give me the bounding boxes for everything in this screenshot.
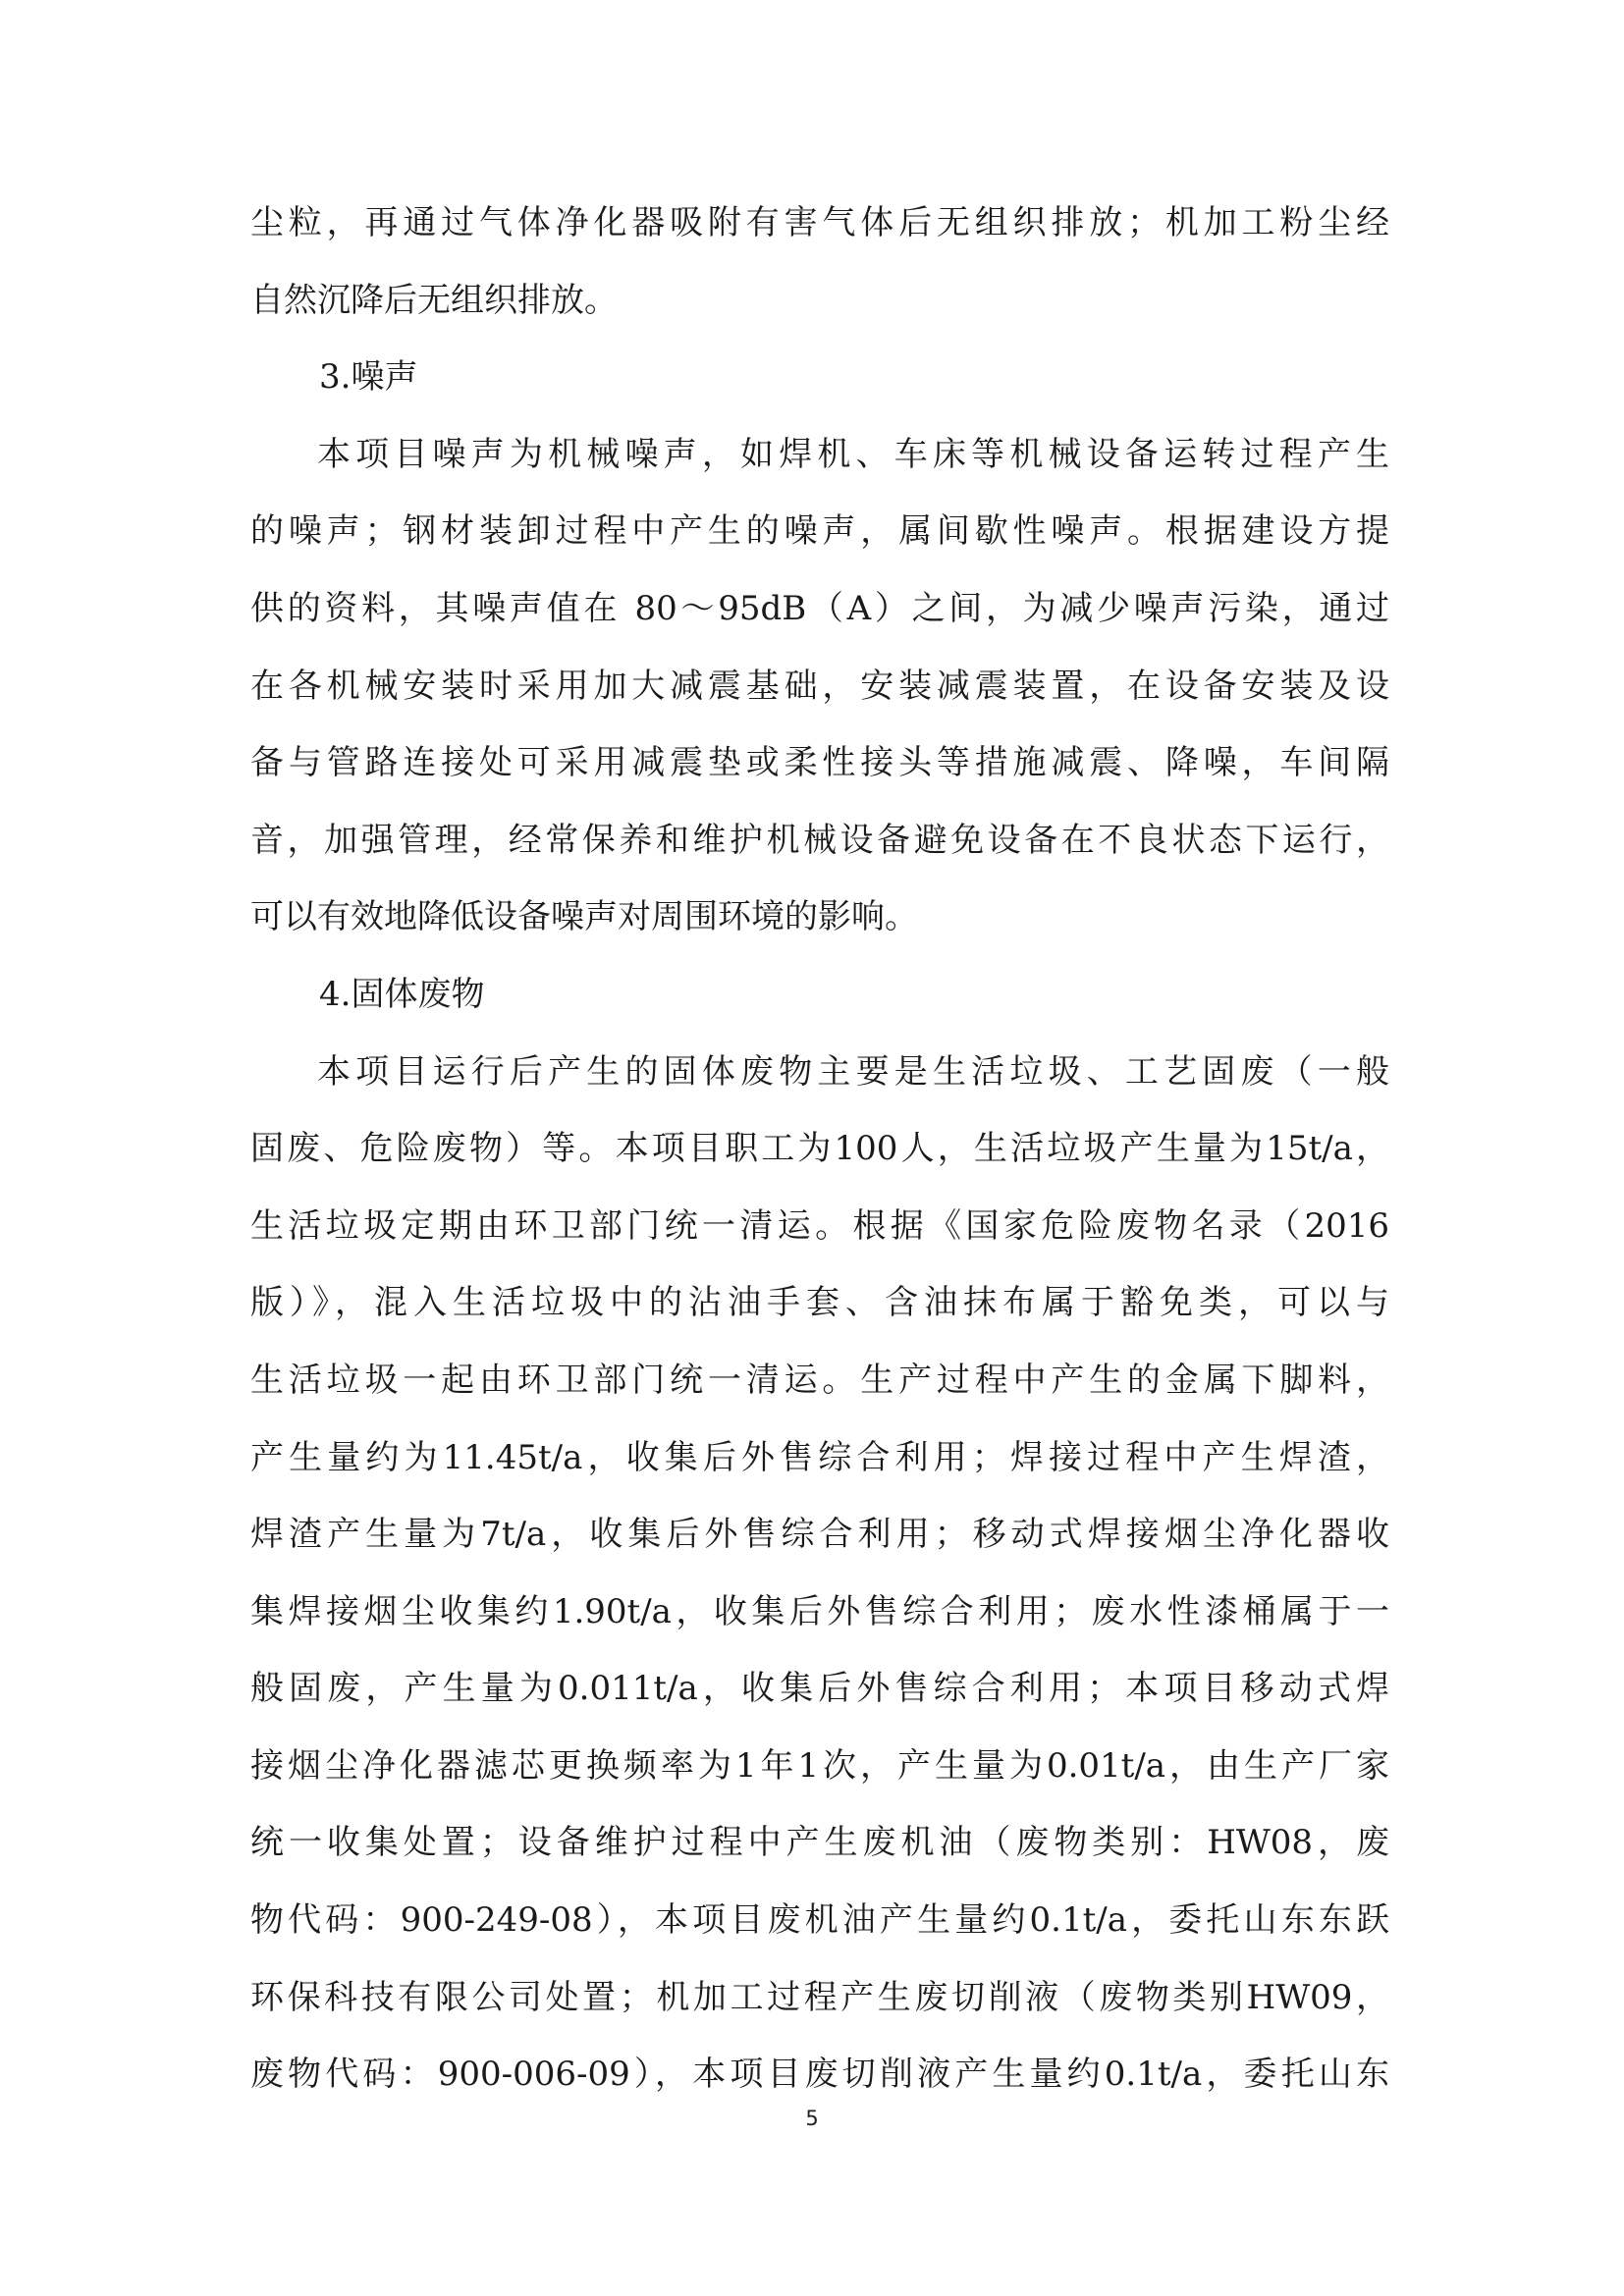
paragraph-line: 生活垃圾定期由环卫部门统一清运。根据《国家危险废物名录（2016 [250, 1205, 1389, 1246]
paragraph-line: 尘粒，再通过气体净化器吸附有害气体后无组织排放；机加工粉尘经 [250, 203, 1389, 242]
paragraph-line: 般固废，产生量为0.011t/a，收集后外售综合利用；本项目移动式焊 [250, 1669, 1389, 1709]
page-number: 5 [805, 2107, 819, 2130]
paragraph-line: 自然沉降后无组织排放。 [250, 280, 618, 320]
paragraph-line: 物代码：900-249-08），本项目废机油产生量约0.1t/a，委托山东东跃 [250, 1900, 1389, 1941]
paragraph-line: 音，加强管理，经常保养和维护机械设备避免设备在不良状态下运行， [250, 820, 1389, 860]
paragraph-line: 的噪声；钢材装卸过程中产生的噪声，属间歇性噪声。根据建设方提 [250, 511, 1389, 552]
paragraph-line: 本项目噪声为机械噪声，如焊机、车床等机械设备运转过程产生 [317, 434, 1389, 474]
paragraph-line: 产生量约为11.45t/a，收集后外售综合利用；焊接过程中产生焊渣， [250, 1437, 1389, 1477]
paragraph-line: 固废、危险废物）等。本项目职工为100人，生活垃圾产生量为15t/a， [250, 1129, 1389, 1169]
paragraph-line: 集焊接烟尘收集约1.90t/a，收集后外售综合利用；废水性漆桶属于一 [250, 1591, 1389, 1631]
paragraph-line: 可以有效地降低设备噪声对周围环境的影响。 [250, 897, 918, 937]
body-text [250, 185, 1389, 2113]
paragraph-line: 供的资料，其噪声值在 80～95dB（A）之间，为减少噪声污染，通过 [250, 588, 1389, 628]
section-heading-solid-waste: 4.固体废物 [319, 974, 485, 1014]
paragraph-line: 生活垃圾一起由环卫部门统一清运。生产过程中产生的金属下脚料， [250, 1360, 1389, 1400]
paragraph-line: 本项目运行后产生的固体废物主要是生活垃圾、工艺固废（一般 [317, 1051, 1389, 1092]
paragraph-line: 备与管路连接处可采用减震垫或柔性接头等措施减震、降噪，车间隔 [250, 743, 1389, 783]
paragraph-line: 版）》，混入生活垃圾中的沾油手套、含油抹布属于豁免类，可以与 [250, 1283, 1389, 1323]
paragraph-line: 废物代码：900-006-09），本项目废切削液产生量约0.1t/a，委托山东 [250, 2055, 1389, 2095]
paragraph-line: 环保科技有限公司处置；机加工过程产生废切削液（废物类别HW09， [250, 1977, 1389, 2017]
section-heading-noise: 3.噪声 [319, 357, 418, 398]
paragraph-line: 接烟尘净化器滤芯更换频率为1年1次，产生量为0.01t/a，由生产厂家 [250, 1745, 1389, 1786]
paragraph-line: 在各机械安装时采用加大减震基础，安装减震装置，在设备安装及设 [250, 666, 1389, 706]
paragraph-line: 焊渣产生量为7t/a，收集后外售综合利用；移动式焊接烟尘净化器收 [250, 1515, 1389, 1555]
paragraph-line: 统一收集处置；设备维护过程中产生废机油（废物类别：HW08，废 [250, 1823, 1389, 1863]
